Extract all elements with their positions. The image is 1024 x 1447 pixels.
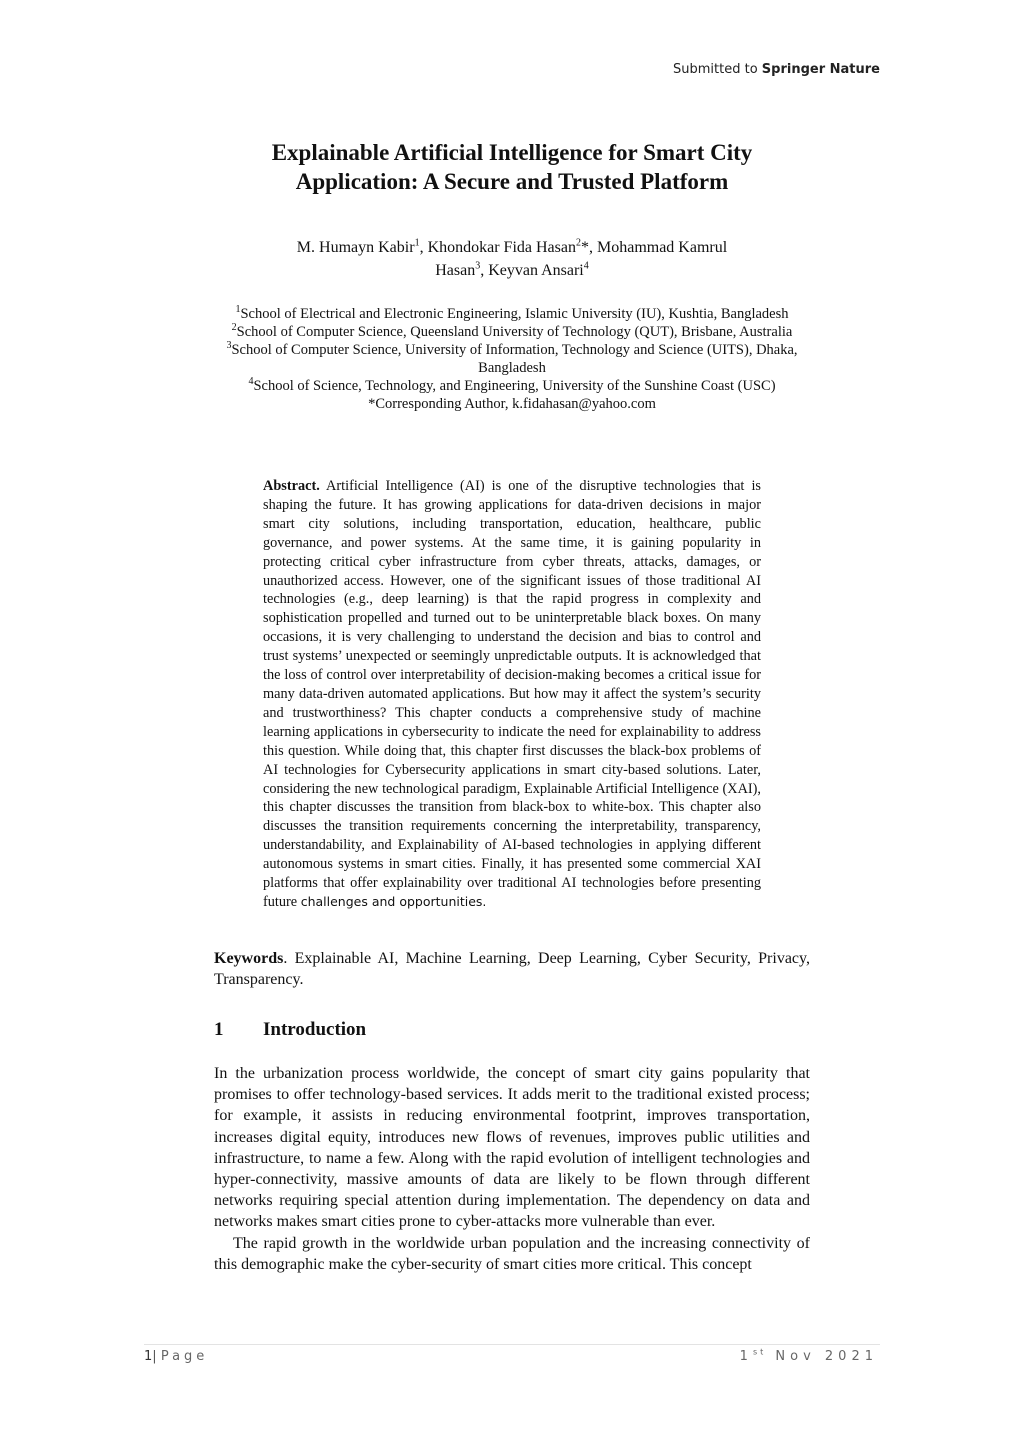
affiliation-3: $^3$School of Computer Science, University of Information, Technology and Science (UITS), Dhaka, <box>226 340 798 358</box>
date-suffix: st <box>752 1347 767 1357</box>
abstract <box>263 477 761 912</box>
affiliation-2: $^2$School of Computer Science, Queensland University of Technology (QUT), Brisbane, Australia <box>231 322 793 340</box>
author-line-2: Hasan$^3$, Keyvan Ansari$^4$ <box>435 260 589 279</box>
submitted-prefix: Submitted to <box>673 62 758 77</box>
paper-title <box>212 138 812 196</box>
page-label: Page <box>160 1349 209 1364</box>
affiliations <box>170 305 854 413</box>
author-4-affil: 4 <box>583 260 589 272</box>
corresponding-author: *Corresponding Author, k.fidahasan@yahoo.com <box>368 396 656 412</box>
author-1: M. Humayn Kabir <box>296 239 415 256</box>
keywords <box>214 948 810 990</box>
author-line-1: M. Humayn Kabir$^1$, Khondokar Fida Hasan$^2$*, Mohammad Kamrul <box>296 237 728 256</box>
author-4: Keyvan Ansari <box>488 262 584 279</box>
title-line-1: Explainable Artificial Intelligence for Smart City <box>271 140 753 165</box>
date-day: 1 <box>739 1349 753 1364</box>
publisher-name: Springer Nature <box>761 62 880 77</box>
author-3-part1: Mohammad Kamrul <box>596 239 728 256</box>
section-number: 1 <box>214 1019 224 1040</box>
author-3-part2: Hasan <box>435 262 476 279</box>
intro-paragraph-1: In the urbanization process worldwide, the concept of smart city gains popularity that promises to offer technology-based services. It adds merit to the traditional existed process; for example, it assists in reducing environmental footprint, improves transportation, increases digital equity, introduces new flows of revenues, improves public utilities and infrastructure, to name a few. Along with the rapid evolution of intelligent technologies and hyper-connectivity, massive amounts of data are likely to be flown through different networks requiring special attention during implementation. The dependency on data and networks makes smart cities prone to cyber-attacks more vulnerable than ever. <box>214 1065 810 1231</box>
section-title: Introduction <box>263 1019 367 1040</box>
author-1-affil: 1 <box>414 237 420 249</box>
author-2: Khondokar Fida Hasan <box>427 239 576 256</box>
corresponding-mark: * <box>580 239 589 256</box>
keywords-label: Keywords <box>214 950 284 967</box>
keywords-text: . Explainable AI, Machine Learning, Deep Learning, Cyber Security, Privacy, Transparency. <box>214 950 810 988</box>
footer-separator: | <box>152 1349 157 1364</box>
introduction-body <box>214 1063 810 1275</box>
affiliation-1: $^1$School of Electrical and Electronic Engineering, Islamic University (IU), Kushtia, Bangladesh <box>235 304 789 322</box>
abstract-text: Artificial Intelligence (AI) is one of the disruptive technologies that is shaping the future. It has growing applications for data-driven decisions in major smart city solutions, including transportation, education, healthcare, public governance, and power systems. At the same time, it is gaining popularity in protecting critical cyber infrastructure from cyber threats, attacks, damages, or unauthorized access. However, one of the significant issues of those traditional AI technologies (e.g., deep learning) is that the rapid progress in complexity and sophistication propelled and turned out to be uninterpretable black boxes. On many occasions, it is very challenging to understand the decision and bias to control and trust systems’ unexpected or seemingly unpredictable outputs. It is acknowledged that the loss of control over interpretability of decision-making becomes a critical issue for many data-driven automated applications. But how may it affect the system’s security and trustworthiness? This chapter conducts a comprehensive study of machine learning applications in cybersecurity to indicate the need for explainability to address this question. While doing that, this chapter first discusses the black-box problems of AI technologies for Cybersecurity applications in smart city-based solutions. Later, considering the new technological paradigm, Explainable Artificial Intelligence (XAI), this chapter discusses the transition from black-box to white-box. This chapter also discusses the transition requirements concerning the interpretability, transparency, understandability, and Explainability of AI-based technologies in applying different autonomous systems in smart cities. Finally, it has presented some commercial XAI platforms that offer explainability over traditional AI technologies before presenting future <box>263 478 761 910</box>
abstract-tail: challenges and opportunities. <box>300 893 487 909</box>
affiliation-4: $^4$School of Science, Technology, and Engineering, University of the Sunshine Coast (USC) <box>248 376 776 394</box>
section-heading <box>214 1019 366 1041</box>
affiliation-3-cont: Bangladesh <box>478 360 546 376</box>
author-3-affil: 3 <box>475 260 481 272</box>
page-footer-left <box>144 1349 208 1364</box>
date-rest: Nov 2021 <box>775 1349 878 1364</box>
footer-divider <box>144 1344 880 1345</box>
page-number: 1 <box>144 1349 153 1364</box>
author-list <box>212 236 812 282</box>
intro-paragraph-2: The rapid growth in the worldwide urban population and the increasing connectivity of this demographic make the cyber-security of smart cities more critical. This concept <box>214 1234 810 1273</box>
title-line-2: Application: A Secure and Trusted Platform <box>295 169 729 194</box>
author-2-affil: 2 <box>575 237 581 249</box>
footer-date <box>740 1349 878 1364</box>
submission-header <box>673 62 880 77</box>
abstract-label: Abstract. <box>263 478 320 494</box>
